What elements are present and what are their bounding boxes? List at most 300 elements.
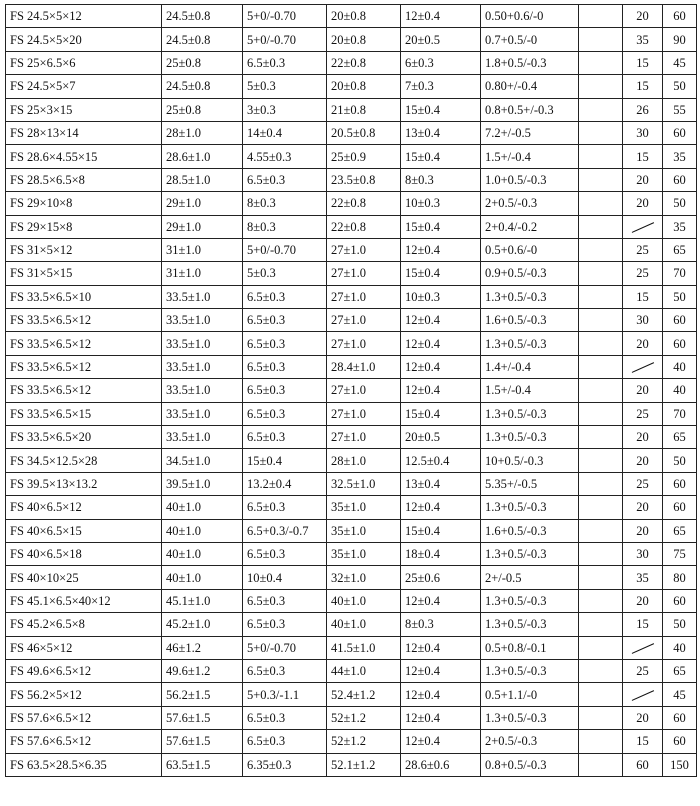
thickness-cell: 5±0.3 <box>243 75 327 98</box>
table-row <box>6 753 697 776</box>
min-value-cell: 26 <box>623 98 663 121</box>
inner-diameter-cell: 40±1.0 <box>327 613 401 636</box>
max-value-cell: 60 <box>663 5 697 28</box>
part-code-cell: FS 39.5×13×13.2 <box>6 472 162 495</box>
blank-cell-cell <box>579 730 623 753</box>
min-value-cell: 15 <box>623 145 663 168</box>
blank-cell-cell <box>579 613 623 636</box>
tolerance-value-cell: 0.8+0.5+/-0.3 <box>481 98 579 121</box>
max-value-cell: 50 <box>663 449 697 472</box>
length-cell: 12±0.4 <box>401 496 481 519</box>
spec-table-body <box>6 5 697 777</box>
min-value-cell: 15 <box>623 51 663 74</box>
min-value-cell: 25 <box>623 472 663 495</box>
blank-cell-cell <box>579 168 623 191</box>
max-value-cell: 45 <box>663 683 697 706</box>
blank-cell-cell <box>579 5 623 28</box>
outer-diameter-cell: 33.5±1.0 <box>162 355 243 378</box>
tolerance-value-cell: 1.5+/-0.4 <box>481 379 579 402</box>
not-applicable-slash-icon <box>630 362 656 374</box>
inner-diameter-cell: 35±1.0 <box>327 519 401 542</box>
blank-cell-cell <box>579 636 623 659</box>
min-value-cell <box>623 215 663 238</box>
tolerance-value-cell: 1.6+0.5/-0.3 <box>481 309 579 332</box>
max-value-cell: 55 <box>663 98 697 121</box>
outer-diameter-cell: 33.5±1.0 <box>162 285 243 308</box>
table-row <box>6 145 697 168</box>
length-cell: 28.6±0.6 <box>401 753 481 776</box>
thickness-cell: 8±0.3 <box>243 192 327 215</box>
length-cell: 15±0.4 <box>401 215 481 238</box>
tolerance-value-cell: 2+0.4/-0.2 <box>481 215 579 238</box>
table-row <box>6 613 697 636</box>
table-row <box>6 192 697 215</box>
outer-diameter-cell: 40±1.0 <box>162 542 243 565</box>
max-value-cell: 75 <box>663 542 697 565</box>
max-value-cell: 60 <box>663 472 697 495</box>
max-value-cell: 35 <box>663 215 697 238</box>
thickness-cell: 5+0.3/-1.1 <box>243 683 327 706</box>
part-code-cell: FS 33.5×6.5×12 <box>6 309 162 332</box>
thickness-cell: 5+0/-0.70 <box>243 238 327 261</box>
max-value-cell: 50 <box>663 613 697 636</box>
blank-cell-cell <box>579 309 623 332</box>
blank-cell-cell <box>579 753 623 776</box>
part-code-cell: FS 24.5×5×12 <box>6 5 162 28</box>
tolerance-value-cell: 2+0.5/-0.3 <box>481 192 579 215</box>
outer-diameter-cell: 24.5±0.8 <box>162 75 243 98</box>
thickness-cell: 13.2±0.4 <box>243 472 327 495</box>
thickness-cell: 6.5±0.3 <box>243 51 327 74</box>
outer-diameter-cell: 40±1.0 <box>162 566 243 589</box>
length-cell: 15±0.4 <box>401 262 481 285</box>
part-code-cell: FS 33.5×6.5×15 <box>6 402 162 425</box>
table-row <box>6 5 697 28</box>
min-value-cell: 20 <box>623 706 663 729</box>
min-value-cell: 25 <box>623 659 663 682</box>
table-row <box>6 98 697 121</box>
max-value-cell: 60 <box>663 168 697 191</box>
table-row <box>6 472 697 495</box>
table-row <box>6 51 697 74</box>
tolerance-value-cell: 5.35+/-0.5 <box>481 472 579 495</box>
part-code-cell: FS 45.2×6.5×8 <box>6 613 162 636</box>
tolerance-value-cell: 1.6+0.5/-0.3 <box>481 519 579 542</box>
length-cell: 18±0.4 <box>401 542 481 565</box>
outer-diameter-cell: 33.5±1.0 <box>162 402 243 425</box>
part-code-cell: FS 33.5×6.5×12 <box>6 332 162 355</box>
table-row <box>6 75 697 98</box>
thickness-cell: 4.55±0.3 <box>243 145 327 168</box>
length-cell: 10±0.3 <box>401 192 481 215</box>
tolerance-value-cell: 0.8+0.5/-0.3 <box>481 753 579 776</box>
min-value-cell: 15 <box>623 613 663 636</box>
blank-cell-cell <box>579 192 623 215</box>
part-code-cell: FS 63.5×28.5×6.35 <box>6 753 162 776</box>
blank-cell-cell <box>579 472 623 495</box>
outer-diameter-cell: 25±0.8 <box>162 51 243 74</box>
length-cell: 8±0.3 <box>401 168 481 191</box>
thickness-cell: 8±0.3 <box>243 215 327 238</box>
inner-diameter-cell: 40±1.0 <box>327 589 401 612</box>
part-code-cell: FS 33.5×6.5×12 <box>6 379 162 402</box>
length-cell: 12±0.4 <box>401 730 481 753</box>
max-value-cell: 65 <box>663 426 697 449</box>
thickness-cell: 6.5±0.3 <box>243 168 327 191</box>
blank-cell-cell <box>579 542 623 565</box>
tolerance-value-cell: 1.3+0.5/-0.3 <box>481 402 579 425</box>
tolerance-value-cell: 1.3+0.5/-0.3 <box>481 589 579 612</box>
table-row <box>6 589 697 612</box>
tolerance-value-cell: 0.9+0.5/-0.3 <box>481 262 579 285</box>
length-cell: 12±0.4 <box>401 379 481 402</box>
blank-cell-cell <box>579 496 623 519</box>
length-cell: 15±0.4 <box>401 402 481 425</box>
length-cell: 8±0.3 <box>401 613 481 636</box>
tolerance-value-cell: 1.4+/-0.4 <box>481 355 579 378</box>
blank-cell-cell <box>579 28 623 51</box>
min-value-cell: 20 <box>623 496 663 519</box>
min-value-cell: 25 <box>623 262 663 285</box>
tolerance-value-cell: 2+0.5/-0.3 <box>481 730 579 753</box>
max-value-cell: 40 <box>663 636 697 659</box>
min-value-cell: 20 <box>623 192 663 215</box>
tolerance-value-cell: 1.3+0.5/-0.3 <box>481 426 579 449</box>
blank-cell-cell <box>579 262 623 285</box>
length-cell: 10±0.3 <box>401 285 481 308</box>
inner-diameter-cell: 27±1.0 <box>327 262 401 285</box>
table-row <box>6 659 697 682</box>
thickness-cell: 6.5±0.3 <box>243 730 327 753</box>
part-code-cell: FS 33.5×6.5×10 <box>6 285 162 308</box>
inner-diameter-cell: 20±0.8 <box>327 28 401 51</box>
max-value-cell: 90 <box>663 28 697 51</box>
blank-cell-cell <box>579 706 623 729</box>
length-cell: 25±0.6 <box>401 566 481 589</box>
blank-cell-cell <box>579 121 623 144</box>
inner-diameter-cell: 27±1.0 <box>327 426 401 449</box>
max-value-cell: 50 <box>663 75 697 98</box>
blank-cell-cell <box>579 98 623 121</box>
table-row <box>6 285 697 308</box>
table-row <box>6 215 697 238</box>
not-applicable-slash-icon <box>630 222 656 234</box>
tolerance-value-cell: 0.50+0.6/-0 <box>481 5 579 28</box>
thickness-cell: 6.5±0.3 <box>243 355 327 378</box>
max-value-cell: 150 <box>663 753 697 776</box>
spec-sheet <box>5 4 697 777</box>
outer-diameter-cell: 63.5±1.5 <box>162 753 243 776</box>
inner-diameter-cell: 32±1.0 <box>327 566 401 589</box>
blank-cell-cell <box>579 659 623 682</box>
max-value-cell: 70 <box>663 262 697 285</box>
part-code-cell: FS 34.5×12.5×28 <box>6 449 162 472</box>
min-value-cell: 30 <box>623 121 663 144</box>
not-applicable-slash-icon <box>630 690 656 702</box>
outer-diameter-cell: 40±1.0 <box>162 496 243 519</box>
table-row <box>6 519 697 542</box>
tolerance-value-cell: 0.5+0.8/-0.1 <box>481 636 579 659</box>
thickness-cell: 6.35±0.3 <box>243 753 327 776</box>
inner-diameter-cell: 25±0.9 <box>327 145 401 168</box>
max-value-cell: 50 <box>663 192 697 215</box>
part-code-cell: FS 40×6.5×15 <box>6 519 162 542</box>
min-value-cell <box>623 636 663 659</box>
thickness-cell: 6.5±0.3 <box>243 589 327 612</box>
thickness-cell: 15±0.4 <box>243 449 327 472</box>
tolerance-value-cell: 1.0+0.5/-0.3 <box>481 168 579 191</box>
blank-cell-cell <box>579 355 623 378</box>
outer-diameter-cell: 24.5±0.8 <box>162 28 243 51</box>
part-code-cell: FS 28.5×6.5×8 <box>6 168 162 191</box>
max-value-cell: 50 <box>663 285 697 308</box>
inner-diameter-cell: 28.4±1.0 <box>327 355 401 378</box>
inner-diameter-cell: 52±1.2 <box>327 706 401 729</box>
min-value-cell: 25 <box>623 238 663 261</box>
inner-diameter-cell: 27±1.0 <box>327 309 401 332</box>
part-code-cell: FS 45.1×6.5×40×12 <box>6 589 162 612</box>
thickness-cell: 6.5±0.3 <box>243 426 327 449</box>
length-cell: 12±0.4 <box>401 238 481 261</box>
thickness-cell: 6.5+0.3/-0.7 <box>243 519 327 542</box>
table-row <box>6 636 697 659</box>
length-cell: 12±0.4 <box>401 309 481 332</box>
min-value-cell: 20 <box>623 5 663 28</box>
min-value-cell: 15 <box>623 730 663 753</box>
part-code-cell: FS 57.6×6.5×12 <box>6 706 162 729</box>
outer-diameter-cell: 25±0.8 <box>162 98 243 121</box>
inner-diameter-cell: 20±0.8 <box>327 75 401 98</box>
part-code-cell: FS 24.5×5×20 <box>6 28 162 51</box>
min-value-cell: 20 <box>623 449 663 472</box>
part-code-cell: FS 40×6.5×18 <box>6 542 162 565</box>
thickness-cell: 3±0.3 <box>243 98 327 121</box>
blank-cell-cell <box>579 449 623 472</box>
max-value-cell: 70 <box>663 402 697 425</box>
min-value-cell: 20 <box>623 332 663 355</box>
tolerance-value-cell: 0.5+0.6/-0 <box>481 238 579 261</box>
outer-diameter-cell: 57.6±1.5 <box>162 706 243 729</box>
min-value-cell: 15 <box>623 285 663 308</box>
inner-diameter-cell: 23.5±0.8 <box>327 168 401 191</box>
inner-diameter-cell: 35±1.0 <box>327 496 401 519</box>
part-code-cell: FS 31×5×15 <box>6 262 162 285</box>
thickness-cell: 6.5±0.3 <box>243 309 327 332</box>
thickness-cell: 14±0.4 <box>243 121 327 144</box>
table-row <box>6 121 697 144</box>
table-row <box>6 379 697 402</box>
blank-cell-cell <box>579 215 623 238</box>
thickness-cell: 6.5±0.3 <box>243 706 327 729</box>
length-cell: 20±0.5 <box>401 28 481 51</box>
thickness-cell: 6.5±0.3 <box>243 496 327 519</box>
thickness-cell: 6.5±0.3 <box>243 402 327 425</box>
table-row <box>6 262 697 285</box>
min-value-cell: 15 <box>623 75 663 98</box>
outer-diameter-cell: 29±1.0 <box>162 215 243 238</box>
outer-diameter-cell: 45.1±1.0 <box>162 589 243 612</box>
max-value-cell: 65 <box>663 659 697 682</box>
tolerance-value-cell: 1.3+0.5/-0.3 <box>481 613 579 636</box>
table-row <box>6 402 697 425</box>
blank-cell-cell <box>579 51 623 74</box>
table-row <box>6 730 697 753</box>
outer-diameter-cell: 56.2±1.5 <box>162 683 243 706</box>
blank-cell-cell <box>579 285 623 308</box>
outer-diameter-cell: 31±1.0 <box>162 238 243 261</box>
inner-diameter-cell: 27±1.0 <box>327 285 401 308</box>
inner-diameter-cell: 41.5±1.0 <box>327 636 401 659</box>
length-cell: 13±0.4 <box>401 121 481 144</box>
blank-cell-cell <box>579 426 623 449</box>
not-applicable-slash-icon <box>630 643 656 655</box>
part-code-cell: FS 57.6×6.5×12 <box>6 730 162 753</box>
thickness-cell: 5±0.3 <box>243 262 327 285</box>
tolerance-value-cell: 2+/-0.5 <box>481 566 579 589</box>
outer-diameter-cell: 31±1.0 <box>162 262 243 285</box>
thickness-cell: 5+0/-0.70 <box>243 5 327 28</box>
part-code-cell: FS 33.5×6.5×12 <box>6 355 162 378</box>
inner-diameter-cell: 27±1.0 <box>327 332 401 355</box>
length-cell: 12±0.4 <box>401 5 481 28</box>
inner-diameter-cell: 20.5±0.8 <box>327 121 401 144</box>
thickness-cell: 6.5±0.3 <box>243 332 327 355</box>
tolerance-value-cell: 1.3+0.5/-0.3 <box>481 496 579 519</box>
inner-diameter-cell: 44±1.0 <box>327 659 401 682</box>
part-code-cell: FS 25×6.5×6 <box>6 51 162 74</box>
blank-cell-cell <box>579 566 623 589</box>
inner-diameter-cell: 35±1.0 <box>327 542 401 565</box>
inner-diameter-cell: 28±1.0 <box>327 449 401 472</box>
length-cell: 15±0.4 <box>401 519 481 542</box>
part-code-cell: FS 25×3×15 <box>6 98 162 121</box>
min-value-cell: 30 <box>623 542 663 565</box>
part-code-cell: FS 24.5×5×7 <box>6 75 162 98</box>
length-cell: 7±0.3 <box>401 75 481 98</box>
min-value-cell <box>623 683 663 706</box>
min-value-cell: 20 <box>623 168 663 191</box>
min-value-cell: 20 <box>623 426 663 449</box>
tolerance-value-cell: 7.2+/-0.5 <box>481 121 579 144</box>
part-code-cell: FS 33.5×6.5×20 <box>6 426 162 449</box>
outer-diameter-cell: 29±1.0 <box>162 192 243 215</box>
table-row <box>6 566 697 589</box>
inner-diameter-cell: 20±0.8 <box>327 5 401 28</box>
blank-cell-cell <box>579 238 623 261</box>
outer-diameter-cell: 46±1.2 <box>162 636 243 659</box>
outer-diameter-cell: 33.5±1.0 <box>162 309 243 332</box>
table-row <box>6 683 697 706</box>
length-cell: 12±0.4 <box>401 332 481 355</box>
table-row <box>6 449 697 472</box>
table-row <box>6 238 697 261</box>
outer-diameter-cell: 34.5±1.0 <box>162 449 243 472</box>
outer-diameter-cell: 33.5±1.0 <box>162 379 243 402</box>
thickness-cell: 6.5±0.3 <box>243 659 327 682</box>
min-value-cell: 60 <box>623 753 663 776</box>
table-row <box>6 309 697 332</box>
max-value-cell: 60 <box>663 121 697 144</box>
tolerance-value-cell: 0.80+/-0.4 <box>481 75 579 98</box>
max-value-cell: 60 <box>663 730 697 753</box>
inner-diameter-cell: 52±1.2 <box>327 730 401 753</box>
min-value-cell: 35 <box>623 566 663 589</box>
length-cell: 15±0.4 <box>401 98 481 121</box>
length-cell: 12±0.4 <box>401 706 481 729</box>
part-code-cell: FS 40×10×25 <box>6 566 162 589</box>
table-row <box>6 332 697 355</box>
part-code-cell: FS 29×15×8 <box>6 215 162 238</box>
part-code-cell: FS 46×5×12 <box>6 636 162 659</box>
min-value-cell: 30 <box>623 309 663 332</box>
min-value-cell <box>623 355 663 378</box>
length-cell: 20±0.5 <box>401 426 481 449</box>
table-row <box>6 28 697 51</box>
spec-table <box>5 4 697 777</box>
length-cell: 12±0.4 <box>401 636 481 659</box>
tolerance-value-cell: 1.3+0.5/-0.3 <box>481 285 579 308</box>
thickness-cell: 6.5±0.3 <box>243 379 327 402</box>
max-value-cell: 65 <box>663 519 697 542</box>
min-value-cell: 35 <box>623 28 663 51</box>
max-value-cell: 60 <box>663 332 697 355</box>
max-value-cell: 60 <box>663 496 697 519</box>
blank-cell-cell <box>579 519 623 542</box>
min-value-cell: 20 <box>623 379 663 402</box>
max-value-cell: 45 <box>663 51 697 74</box>
inner-diameter-cell: 52.1±1.2 <box>327 753 401 776</box>
inner-diameter-cell: 22±0.8 <box>327 215 401 238</box>
max-value-cell: 35 <box>663 145 697 168</box>
part-code-cell: FS 56.2×5×12 <box>6 683 162 706</box>
tolerance-value-cell: 10+0.5/-0.3 <box>481 449 579 472</box>
length-cell: 12.5±0.4 <box>401 449 481 472</box>
table-row <box>6 496 697 519</box>
length-cell: 6±0.3 <box>401 51 481 74</box>
thickness-cell: 5+0/-0.70 <box>243 28 327 51</box>
table-row <box>6 706 697 729</box>
max-value-cell: 80 <box>663 566 697 589</box>
min-value-cell: 20 <box>623 589 663 612</box>
blank-cell-cell <box>579 332 623 355</box>
tolerance-value-cell: 1.3+0.5/-0.3 <box>481 542 579 565</box>
length-cell: 13±0.4 <box>401 472 481 495</box>
max-value-cell: 40 <box>663 379 697 402</box>
tolerance-value-cell: 1.8+0.5/-0.3 <box>481 51 579 74</box>
outer-diameter-cell: 49.6±1.2 <box>162 659 243 682</box>
thickness-cell: 6.5±0.3 <box>243 542 327 565</box>
part-code-cell: FS 29×10×8 <box>6 192 162 215</box>
part-code-cell: FS 28.6×4.55×15 <box>6 145 162 168</box>
tolerance-value-cell: 0.7+0.5/-0 <box>481 28 579 51</box>
part-code-cell: FS 31×5×12 <box>6 238 162 261</box>
thickness-cell: 10±0.4 <box>243 566 327 589</box>
table-row <box>6 426 697 449</box>
blank-cell-cell <box>579 145 623 168</box>
outer-diameter-cell: 57.6±1.5 <box>162 730 243 753</box>
inner-diameter-cell: 32.5±1.0 <box>327 472 401 495</box>
tolerance-value-cell: 0.5+1.1/-0 <box>481 683 579 706</box>
blank-cell-cell <box>579 379 623 402</box>
table-row <box>6 542 697 565</box>
max-value-cell: 65 <box>663 238 697 261</box>
part-code-cell: FS 28×13×14 <box>6 121 162 144</box>
blank-cell-cell <box>579 402 623 425</box>
max-value-cell: 40 <box>663 355 697 378</box>
part-code-cell: FS 49.6×6.5×12 <box>6 659 162 682</box>
max-value-cell: 60 <box>663 706 697 729</box>
blank-cell-cell <box>579 75 623 98</box>
